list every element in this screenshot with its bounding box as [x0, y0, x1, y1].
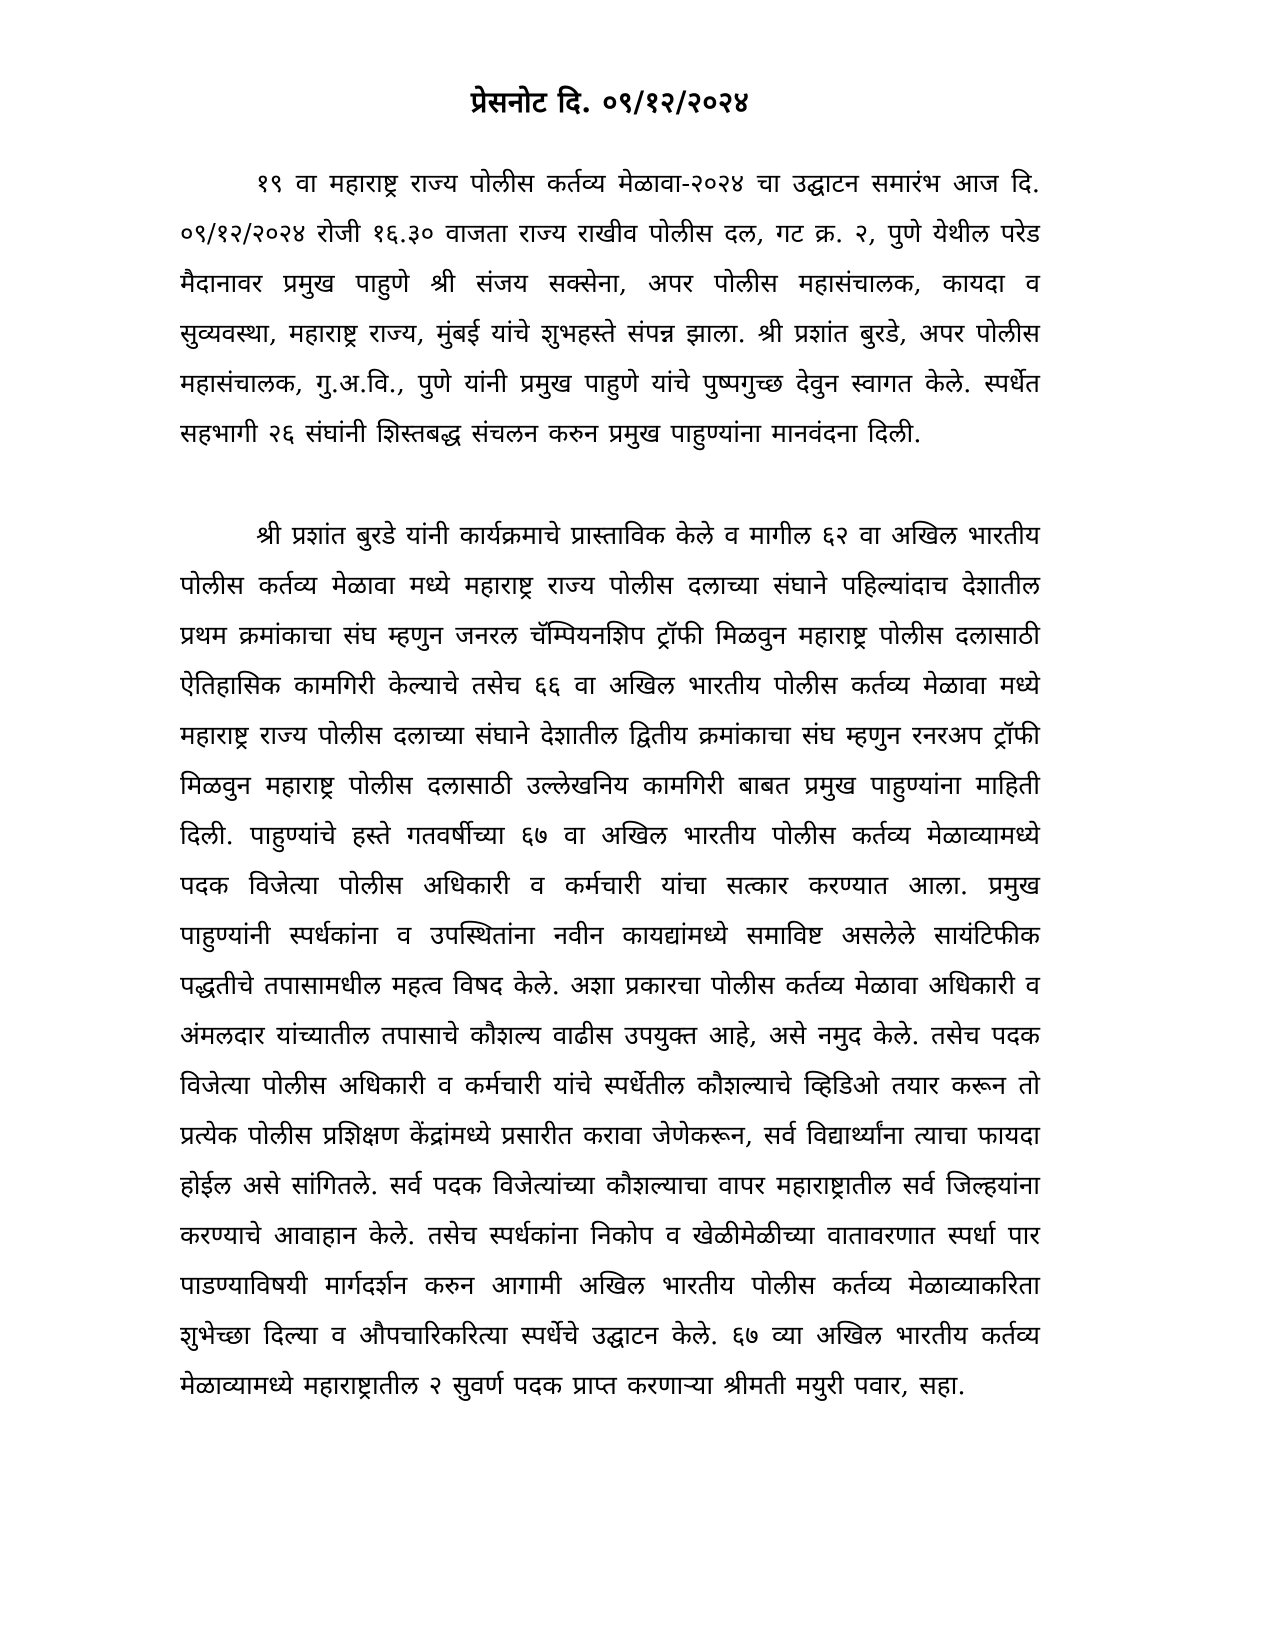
- paragraph-introduction-speech: श्री प्रशांत बुरडे यांनी कार्यक्रमाचे प्रास्ताविक केले व मागील ६२ वा अखिल भारतीय पोलीस कर्तव्य मेळावा मध्ये महाराष्ट्र राज्य पोलीस दलाच्या संघाने पहिल्यांदाच देशातील प्रथम क्रमांकाचा संघ म्हणुन जनरल चॅम्पियनशिप ट्रॉफी मिळवुन महाराष्ट्र पोलीस दलासाठी ऐतिहासिक कामगिरी केल्याचे तसेच ६६ वा अखिल भारतीय पोलीस कर्तव्य मेळावा मध्ये महाराष्ट्र राज्य पोलीस दलाच्या संघाने देशातील द्वितीय क्रमांकाचा संघ म्हणुन रनरअप ट्रॉफी मिळवुन महाराष्ट्र पोलीस दलासाठी उल्लेखनिय कामगिरी बाबत प्रमुख पाहुण्यांना माहिती दिली. पाहुण्यांचे हस्ते गतवर्षीच्या ६७ वा अखिल भारतीय पोलीस कर्तव्य मेळाव्यामध्ये पदक विजेत्या पोलीस अधिकारी व कर्मचारी यांचा सत्कार करण्यात आला. प्रमुख पाहुण्यांनी स्पर्धकांना व उपस्थितांना नवीन कायद्यांमध्ये समाविष्ट असलेले सायंटिफीक पद्धतीचे तपासामधील महत्व विषद केले. अशा प्रकारचा पोलीस कर्तव्य मेळावा अधिकारी व अंमलदार यांच्यातील तपासाचे कौशल्य वाढीस उपयुक्त आहे, असे नमुद केले. तसेच पदक विजेत्या पोलीस अधिकारी व कर्मचारी यांचे स्पर्धेतील कौशल्याचे व्हिडिओ तयार करून तो प्रत्येक पोलीस प्रशिक्षण केंद्रांमध्ये प्रसारीत करावा जेणेकरून, सर्व विद्यार्थ्यांना त्याचा फायदा होईल असे सांगितले. सर्व पदक विजेत्यांच्या कौशल्याचा वापर महाराष्ट्रातील सर्व जिल्हयांना करण्याचे आवाहान केले. तसेच स्पर्धकांना निकोप व खेळीमेळीच्या वातावरणात स्पर्धा पार पाडण्याविषयी मार्गदर्शन करुन आगामी अखिल भारतीय पोलीस कर्तव्य मेळाव्याकरिता शुभेच्छा दिल्या व औपचारिकरित्या स्पर्धेचे उद्घाटन केले. ६७ व्या अखिल भारतीय कर्तव्य मेळाव्यामध्ये महाराष्ट्रातील २ सुवर्ण पदक प्राप्त करणाऱ्या श्रीमती मयुरी पवार, सहा.: [180, 521, 1040, 1401]
- paragraph-opening-ceremony: १९ वा महाराष्ट्र राज्य पोलीस कर्तव्य मेळावा-२०२४ चा उद्घाटन समारंभ आज दि. ०९/१२/२०२४ रोजी १६.३० वाजता राज्य राखीव पोलीस दल, गट क्र. २, पुणे येथील परेड मैदानावर प्रमुख पाहुणे श्री संजय सक्सेना, अपर पोलीस महासंचालक, कायदा व सुव्यवस्था, महाराष्ट्र राज्य, मुंबई यांचे शुभहस्ते संपन्न झाला. श्री प्रशांत बुरडे, अपर पोलीस महासंचालक, गु.अ.वि., पुणे यांनी प्रमुख पाहुणे यांचे पुष्पगुच्छ देवुन स्वागत केले. स्पर्धेत सहभागी २६ संघांनी शिस्तबद्ध संचलन करुन प्रमुख पाहुण्यांना मानवंदना दिली.: [180, 169, 1040, 449]
- page-title: प्रेसनोट दि. ०९/१२/२०२४: [470, 85, 750, 119]
